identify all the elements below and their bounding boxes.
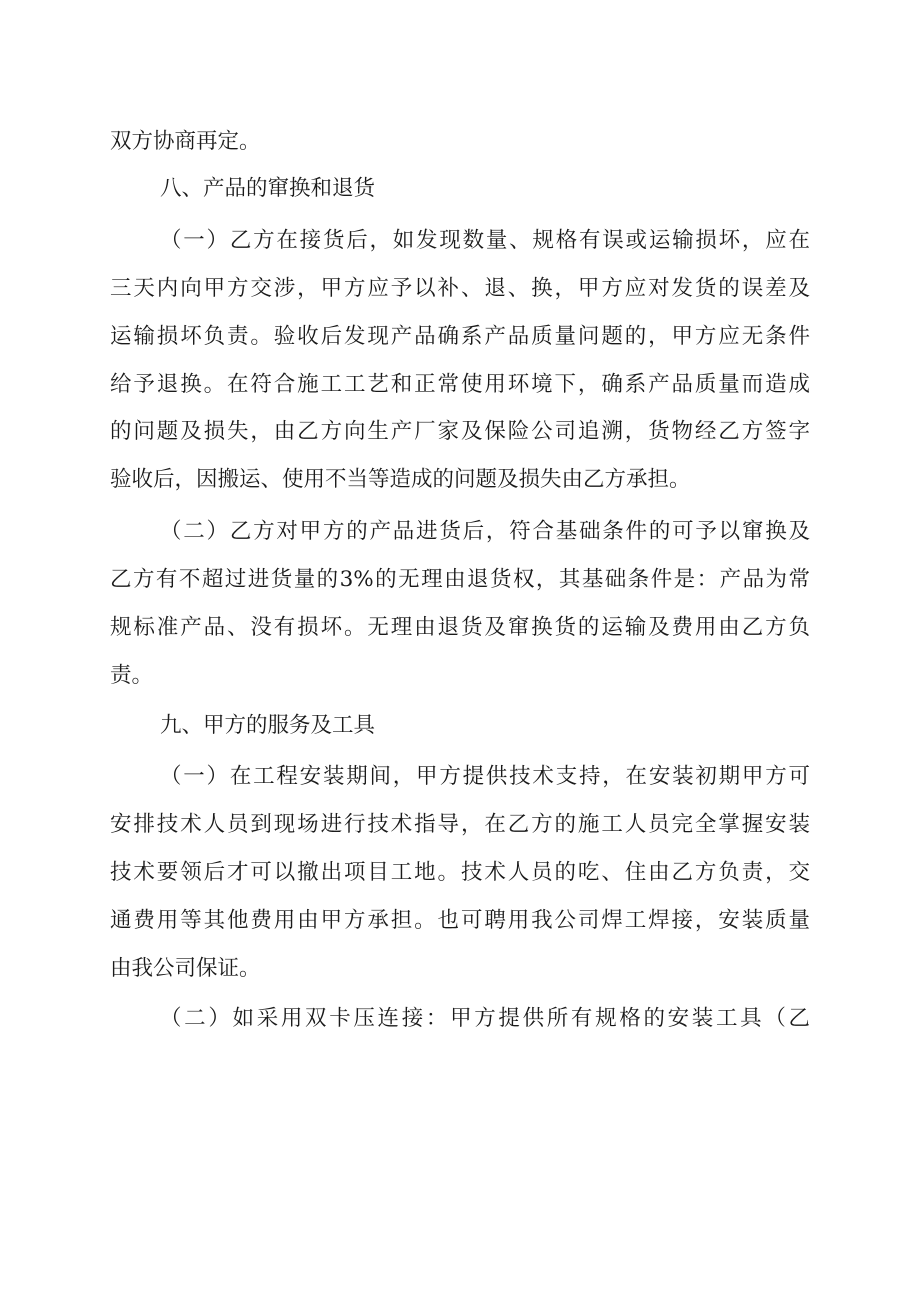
paragraph-line: 规标准产品、没有损坏。无理由退货及窜换货的运输及费用由乙方负 <box>110 615 810 640</box>
paragraph-line: 安排技术人员到现场进行技术指导，在乙方的施工人员完全掌握安装 <box>110 812 810 837</box>
paragraph-line: （二）乙方对甲方的产品进货后，符合基础条件的可予以窜换及 <box>160 519 810 544</box>
paragraph-line: 验收后，因搬运、使用不当等造成的问题及损失由乙方承担。 <box>110 467 691 492</box>
paragraph-line: 乙方有不超过进货量的3%的无理由退货权，其基础条件是：产品为常 <box>110 567 810 592</box>
paragraph-line: 双方协商再定。 <box>110 129 261 154</box>
paragraph-line: 技术要领后才可以撤出项目工地。技术人员的吃、住由乙方负责，交 <box>110 860 810 885</box>
paragraph-line: （二）如采用双卡压连接：甲方提供所有规格的安装工具（乙 <box>160 1006 810 1031</box>
paragraph-line: 的问题及损失，由乙方向生产厂家及保险公司追溯，货物经乙方签字 <box>110 419 810 444</box>
paragraph-line: （一）在工程安装期间，甲方提供技术支持，在安装初期甲方可 <box>160 764 810 789</box>
paragraph-line: 通费用等其他费用由甲方承担。也可聘用我公司焊工焊接，安装质量 <box>110 908 810 933</box>
section-heading: 八、产品的窜换和退货 <box>160 176 376 201</box>
paragraph-line: 给予退换。在符合施工工艺和正常使用环境下，确系产品质量而造成 <box>110 372 810 397</box>
paragraph-line: （一）乙方在接货后，如发现数量、规格有误或运输损坏，应在 <box>160 228 810 253</box>
paragraph-line: 运输损坏负责。验收后发现产品确系产品质量问题的，甲方应无条件 <box>110 324 810 349</box>
paragraph-line: 由我公司保证。 <box>110 956 261 981</box>
paragraph-line: 责。 <box>110 663 154 688</box>
paragraph-line: 三天内向甲方交涉，甲方应予以补、退、换，甲方应对发货的误差及 <box>110 276 810 301</box>
section-heading: 九、甲方的服务及工具 <box>160 713 376 738</box>
